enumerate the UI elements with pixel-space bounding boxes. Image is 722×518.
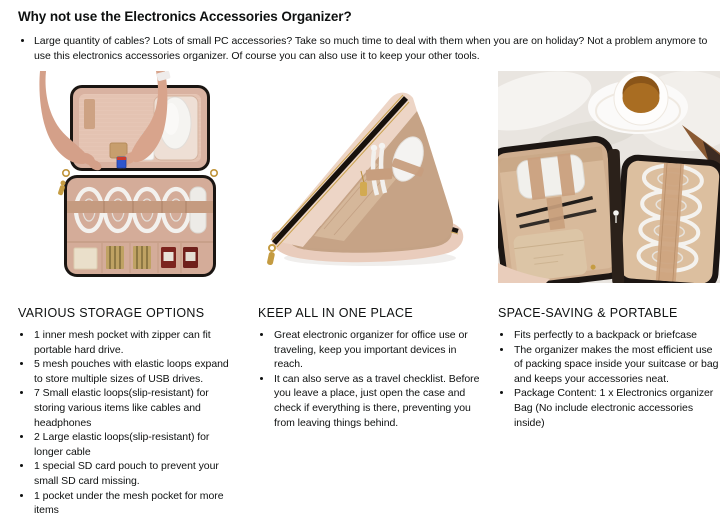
feature-bullet: • 2 Large elastic loops(slip-resistant) for longer cable bbox=[33, 430, 240, 459]
column-bullet-list bbox=[498, 328, 720, 430]
column-heading: KEEP ALL IN ONE PLACE bbox=[258, 306, 413, 320]
feature-column-storage bbox=[18, 291, 240, 518]
feature-column-one-place bbox=[258, 291, 480, 518]
column-heading: VARIOUS STORAGE OPTIONS bbox=[18, 306, 205, 320]
column-bullet-list bbox=[18, 328, 240, 518]
feature-bullet: • The organizer makes the most efficient use of packing space inside your suitcase or bag and keeps your accessories neat. bbox=[513, 343, 720, 387]
feature-column-portable bbox=[498, 291, 720, 518]
feature-bullet: • It can also serve as a travel checklist. Before you leave a place, just open the case and check if everything is there, preventing you from leaving things behind. bbox=[273, 372, 480, 430]
product-image-half-open-side-view bbox=[258, 71, 480, 283]
feature-text-row bbox=[18, 291, 719, 518]
feature-bullet: • 7 Small elastic loops(slip-resistant) for storing various items like cables and headphones bbox=[33, 386, 240, 430]
feature-bullet: • 1 inner mesh pocket with zipper can fit portable hard drive. bbox=[33, 328, 240, 357]
column-bullet-list bbox=[258, 328, 480, 430]
organizer-top-view-illustration bbox=[18, 71, 240, 283]
page-title: Why not use the Electronics Accessories Organizer? bbox=[18, 9, 352, 24]
organizer-side-view-illustration bbox=[258, 71, 480, 283]
intro-bullet: • Large quantity of cables? Lots of small PC accessories? Take so much time to deal with them when you are on holiday? Not a problem anymore to use this electronics accessories organizer. Of course you can also use it to keep your other tools. bbox=[34, 34, 710, 63]
intro-bullet-list bbox=[18, 34, 712, 63]
feature-bullet: • Package Content: 1 x Electronics organizer Bag (No include electronic accessories inside) bbox=[513, 386, 720, 430]
column-heading: SPACE-SAVING & PORTABLE bbox=[498, 306, 678, 320]
feature-image-row bbox=[18, 71, 712, 283]
feature-bullet: • 1 special SD card pouch to prevent your small SD card missing. bbox=[33, 459, 240, 488]
feature-bullet: • 1 pocket under the mesh pocket for more items bbox=[33, 489, 240, 518]
organizer-lifestyle-illustration bbox=[498, 71, 720, 283]
product-image-open-top-view bbox=[18, 71, 240, 283]
feature-bullet: • Great electronic organizer for office use or traveling, keep you important devices in reach. bbox=[273, 328, 480, 372]
feature-bullet: • Fits perfectly to a backpack or briefcase bbox=[513, 328, 720, 343]
feature-bullet: • 5 mesh pouches with elastic loops expand to store multiple sizes of USB drives. bbox=[33, 357, 240, 386]
product-image-lifestyle-coffee bbox=[498, 71, 720, 283]
